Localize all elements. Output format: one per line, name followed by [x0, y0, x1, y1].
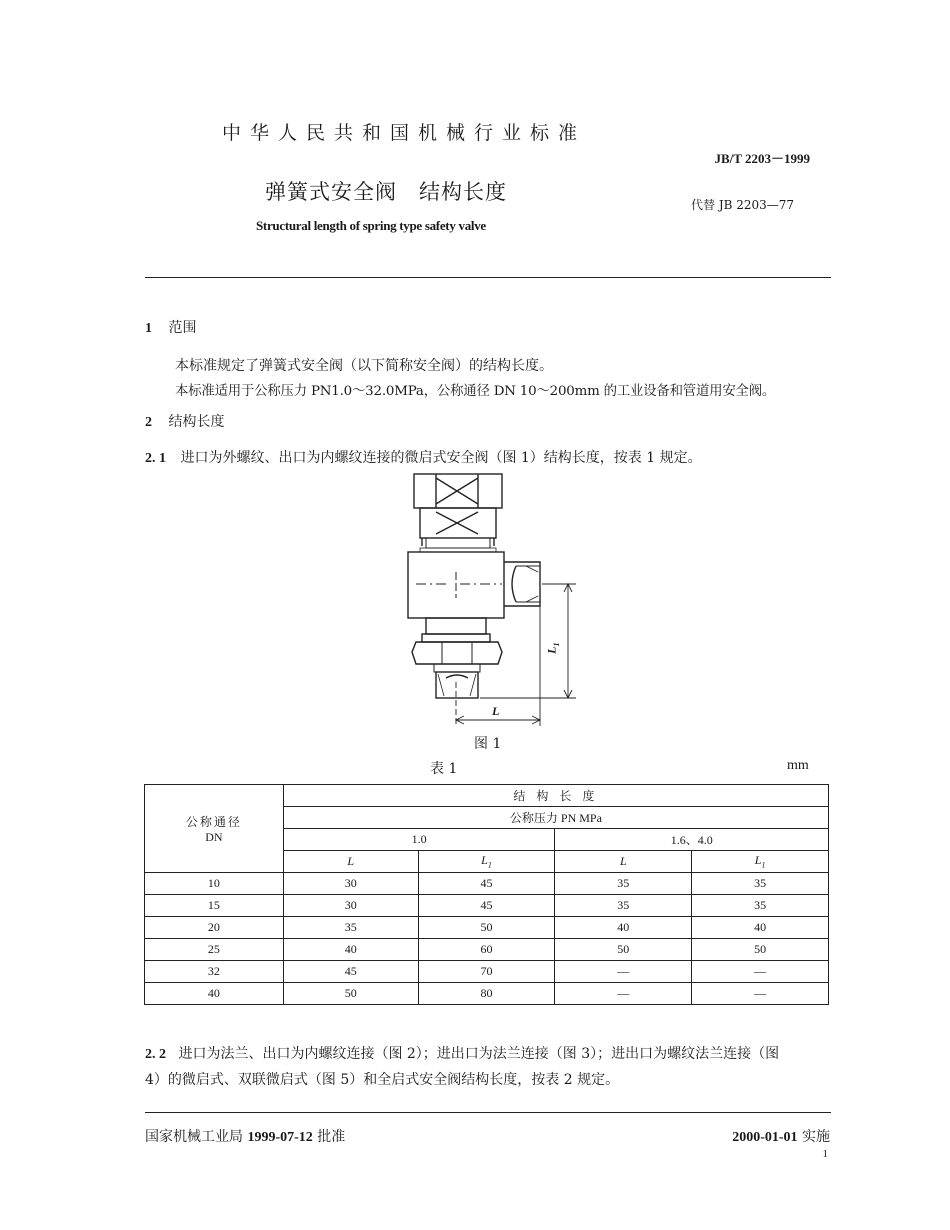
col-header-L1: $L_1$: [692, 851, 829, 873]
table-row: 15 30 45 35 35: [145, 895, 829, 917]
figure-caption: 图 1: [474, 736, 502, 752]
header-dn: 公称通径 DN: [145, 785, 284, 873]
col-header-L1: $L_1$: [418, 851, 555, 873]
table-row: 20 35 50 40 40: [145, 917, 829, 939]
header-pressure-1: 1.0: [283, 829, 555, 851]
standard-code: JB/T 2203－1999: [714, 151, 810, 166]
table-title: 表 1: [430, 761, 458, 777]
table-row: 25 40 60 50 50: [145, 939, 829, 961]
footer-approval: 国家机械工业局 1999-07-12 批准: [145, 1129, 346, 1145]
dimension-label-L1: $L_1$: [544, 642, 561, 654]
footer-divider: [145, 1112, 831, 1113]
header-nominal-pressure: 公称压力 PN MPa: [283, 807, 828, 829]
table-row: 32 45 70 — —: [145, 961, 829, 983]
section-2-heading: 2 结构长度: [145, 414, 225, 430]
section-2-2-continued: 4）的微启式、双联微启式（图 5）和全启式安全阀结构长度，按表 2 规定。: [145, 1072, 620, 1088]
table-row: 40 50 80 — —: [145, 983, 829, 1005]
valve-nut: [412, 642, 502, 664]
section-1-heading: 1 范围: [145, 320, 197, 336]
section-1-paragraph-2: 本标准适用于公称压力 PN1.0～32.0MPa，公称通径 DN 10～200mm 的工业设备和管道用安全阀。: [175, 384, 776, 399]
table-unit: mm: [787, 758, 809, 773]
valve-inlet: [436, 672, 478, 698]
header-pressure-2: 1.6、4.0: [555, 829, 829, 851]
footer-effective: 2000-01-01 实施: [732, 1129, 830, 1145]
valve-figure-drawing: [380, 468, 580, 738]
dimension-label-L: L: [492, 704, 500, 718]
replaces-note: 代替 JB 2203—77: [691, 198, 795, 212]
section-1-paragraph-1: 本标准规定了弹簧式安全阀（以下简称安全阀）的结构长度。: [175, 358, 553, 374]
col-header-L: L: [555, 851, 692, 873]
table-row: 10 30 45 35 35: [145, 873, 829, 895]
standard-org-title: 中华人民共和国机械行业标准: [222, 122, 587, 144]
page-number: 1: [822, 1148, 828, 1160]
section-2-1: 2. 1 进口为外螺纹、出口为内螺纹连接的微启式安全阀（图 1）结构长度，按表 1 规定。: [145, 450, 702, 466]
document-title-en: Structural length of spring type safety valve: [256, 218, 486, 233]
col-header-L: L: [283, 851, 418, 873]
section-2-2: 2. 2 进口为法兰、出口为内螺纹连接（图 2）；进出口为法兰连接（图 3）；进出口为螺纹法兰连接（图: [145, 1046, 780, 1062]
header-divider: [145, 277, 831, 278]
header-structural-length: 结 构 长 度: [283, 785, 828, 807]
document-title: 弹簧式安全阀 结构长度: [265, 180, 507, 204]
structural-length-table: [144, 784, 829, 1005]
